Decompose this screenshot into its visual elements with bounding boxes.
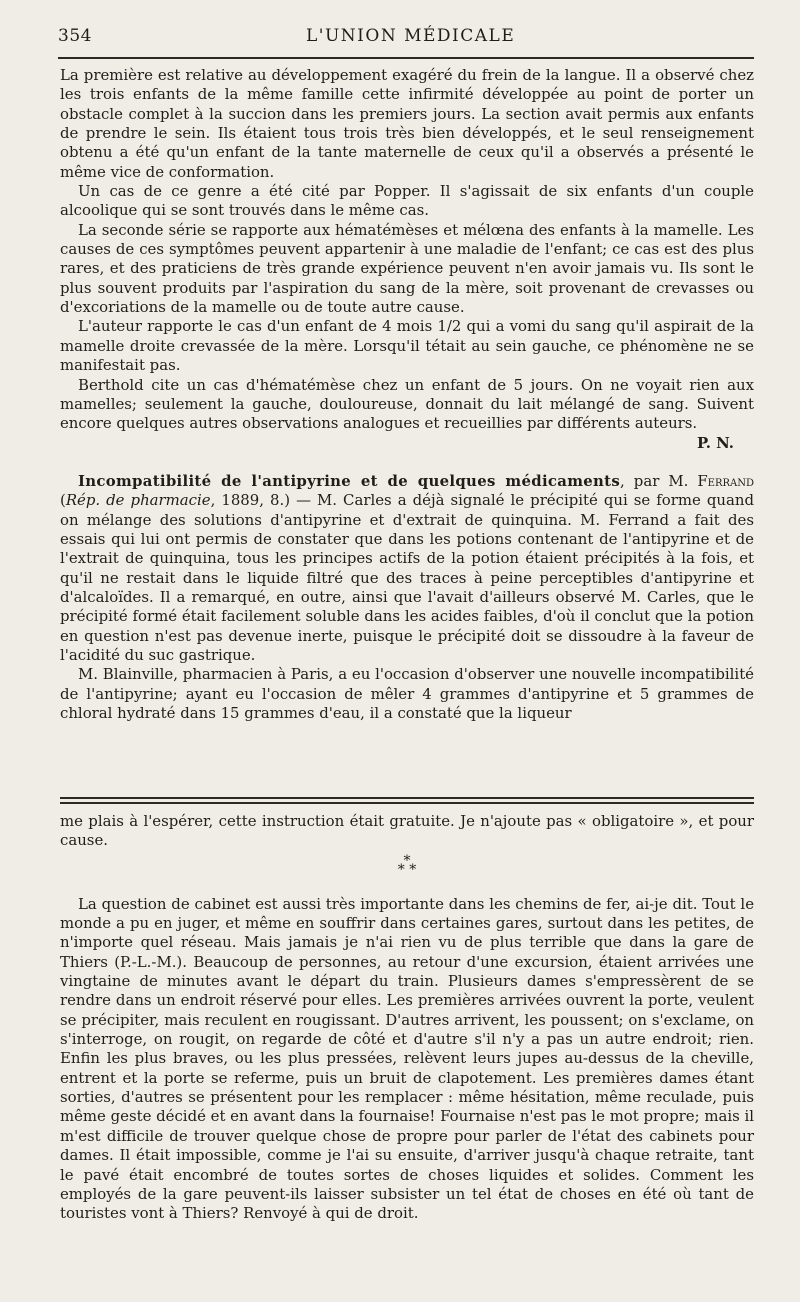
paragraph: Un cas de ce genre a été cité par Popper. Il s'agissait de six enfants d'un couple alcoolique qui se sont trouvés dans le même cas. bbox=[60, 182, 754, 220]
article-title: Incompatibilité de l'antipyrine et de quelques médicaments bbox=[78, 471, 621, 490]
article-author-prefix: , par M. bbox=[620, 471, 698, 490]
asterism-separator: * * * bbox=[397, 852, 417, 878]
citation-source: Rép. de pharmacie bbox=[65, 491, 211, 510]
article-paragraph: Incompatibilité de l'antipyrine et de quelques médicaments, par M. Ferrand (Rép. de pharmacie, 1889, 8.) — M. Carles a déjà signalé le précipité qui se forme quand on mélange des solutions d'antipyrine et d'extrait de quinquina. M. Ferrand a fait des essais qui lui ont permis de constater que dans les potions contenant de l'antipyrine et de l'extrait de quinquina, tous les principes actifs de la potion étaient précipités à la fois, et qu'il ne restait dans le liquide filtré que des traces à peine perceptibles d'antipyrine et d'alcaloïdes. Il a remarqué, en outre, ainsi que l'avait d'ailleurs observé M. Carles, que le précipité formé était facilement soluble dans les acides faibles, d'où il conclut que la potion en question n'est pas devenue inerte, puisque le précipité doit se dissoudre à la faveur de l'acidité du suc gastrique. bbox=[60, 471, 754, 664]
page-header bbox=[58, 20, 760, 50]
header-rule bbox=[58, 57, 754, 59]
article-paragraph-2: M. Blainville, pharmacien à Paris, a eu l'occasion d'observer une nouvelle incompatibilité de l'antipyrine; ayant eu l'occasion de mêler 4 grammes d'antipyrine et 5 grammes de chloral hydraté dans 15 grammes d'eau, il a constaté que la liqueur bbox=[60, 665, 754, 722]
paragraph: Berthold cite un cas d'hématémèse chez un enfant de 5 jours. On ne voyait rien aux mamelles; seulement la gauche, douloureuse, donnait du lait mélangé de sang. Suivent encore quelques autres observations analogues et recueillies par différents auteurs. bbox=[60, 375, 754, 433]
paragraph: La seconde série se rapporte aux hématémèses et mélœna des enfants à la mamelle. Les causes de ces symptômes peuvent appartenir à une maladie de l'enfant; ce cas est des plus rares, et des praticiens de très grande expérience peuvent n'en avoir jamais vu. Ils sont le plus souvent produits par l'aspiration du sang de la mère, soit provenant de crevasses ou d'excoriations de la mamelle ou de toute autre cause. bbox=[60, 220, 754, 317]
main-column bbox=[60, 66, 754, 723]
feuilleton-continuation: me plais à l'espérer, cette instruction était gratuite. Je n'ajoute pas « obligatoire », et pour cause. bbox=[60, 812, 754, 850]
feuilleton-paragraph: La question de cabinet est aussi très importante dans les chemins de fer, ai-je dit. Tout le monde a pu en juger, et même en souffrir dans certaines gares, surtout dans les petites, de n'importe quel réseau. Mais jamais je n'ai rien vu de plus terrible que dans la gare de Thiers (P.-L.-M.). Beaucoup de personnes, au retour d'une excursion, étaient arrivées une vingtaine de minutes avant le départ du train. Plusieurs dames s'empressèrent de se rendre dans un endroit réservé pour elles. Les premières arrivées ouvrent la porte, veulent se précipiter, mais reculent en rougissant. D'autres arrivent, les poussent; on s'exclame, on s'interroge, on rougit, on regarde de côté et d'autre s'il n'y a pas un autre endroit; rien. Enfin les plus braves, ou les plus pressées, relèvent leurs jupes au-dessus de la cheville, entrent et la porte se referme, puis un bruit de clapotement. Les premières dames étant sorties, d'autres se présentent pour les remplacer : même hésitation, même reculade, puis même geste décidé et en avant dans la fournaise! Fournaise n'est pas le mot propre; mais il m'est difficile de trouver quelque chose de propre pour parler de l'état des cabinets pour dames. Il était impossible, comme je l'ai su ensuite, d'arriver jusqu'à chaque retraite, tant le pavé était encombré de toutes sortes de choses liquides et solides. Comment les employés de la gare peuvent-ils laisser subsister un tel état de choses en été où tant de touristes vont à Thiers? Renvoyé à qui de droit. bbox=[60, 894, 754, 1223]
feuilleton-separator-rule bbox=[60, 797, 754, 804]
page-number: 354 bbox=[58, 26, 92, 46]
paragraph: L'auteur rapporte le cas d'un enfant de 4 mois 1/2 qui a vomi du sang qu'il aspirait de la mamelle droite crevassée de la mère. Lorsqu'il tétait au sein gauche, ce phénomène ne se manifestait pas. bbox=[60, 317, 754, 375]
article-body: , 1889, 8.) — M. Carles a déjà signalé le précipité qui se forme quand on mélange des solutions d'antipyrine et d'extrait de quinquina. M. Ferrand a fait des essais qui lui ont permis de constater que dans les potions contenant de l'antipyrine et de l'extrait de quinquina, tous les principes actifs de la potion étaient précipités à la fois, et qu'il ne restait dans le liquide filtré que des traces à peine perceptibles d'antipyrine et d'alcaloïdes. Il a remarqué, en outre, ainsi que l'avait d'ailleurs observé M. Carles, que le précipité formé était facilement soluble dans les acides faibles, d'où il conclut que la potion en question n'est pas devenue inerte, puisque le précipité doit se dissoudre à la faveur de l'acidité du suc gastrique. bbox=[60, 491, 754, 664]
running-title: L'UNION MÉDICALE bbox=[306, 26, 516, 46]
paragraph: La première est relative au développement exagéré du frein de la langue. Il a observé chez les trois enfants de la même famille cette infirmité développée au point de porter un obstacle complet à la succion dans les premiers jours. La section avait permis aux enfants de prendre le sein. Ils étaient tous trois très bien développés, et le seul renseignement obtenu a été qu'un enfant de la tante maternelle de ceux qu'il a observés a présenté le même vice de conformation. bbox=[60, 66, 754, 181]
signature: P. N. bbox=[697, 433, 734, 452]
article-author: Ferrand bbox=[697, 471, 754, 490]
feuilleton-column bbox=[60, 812, 754, 1224]
